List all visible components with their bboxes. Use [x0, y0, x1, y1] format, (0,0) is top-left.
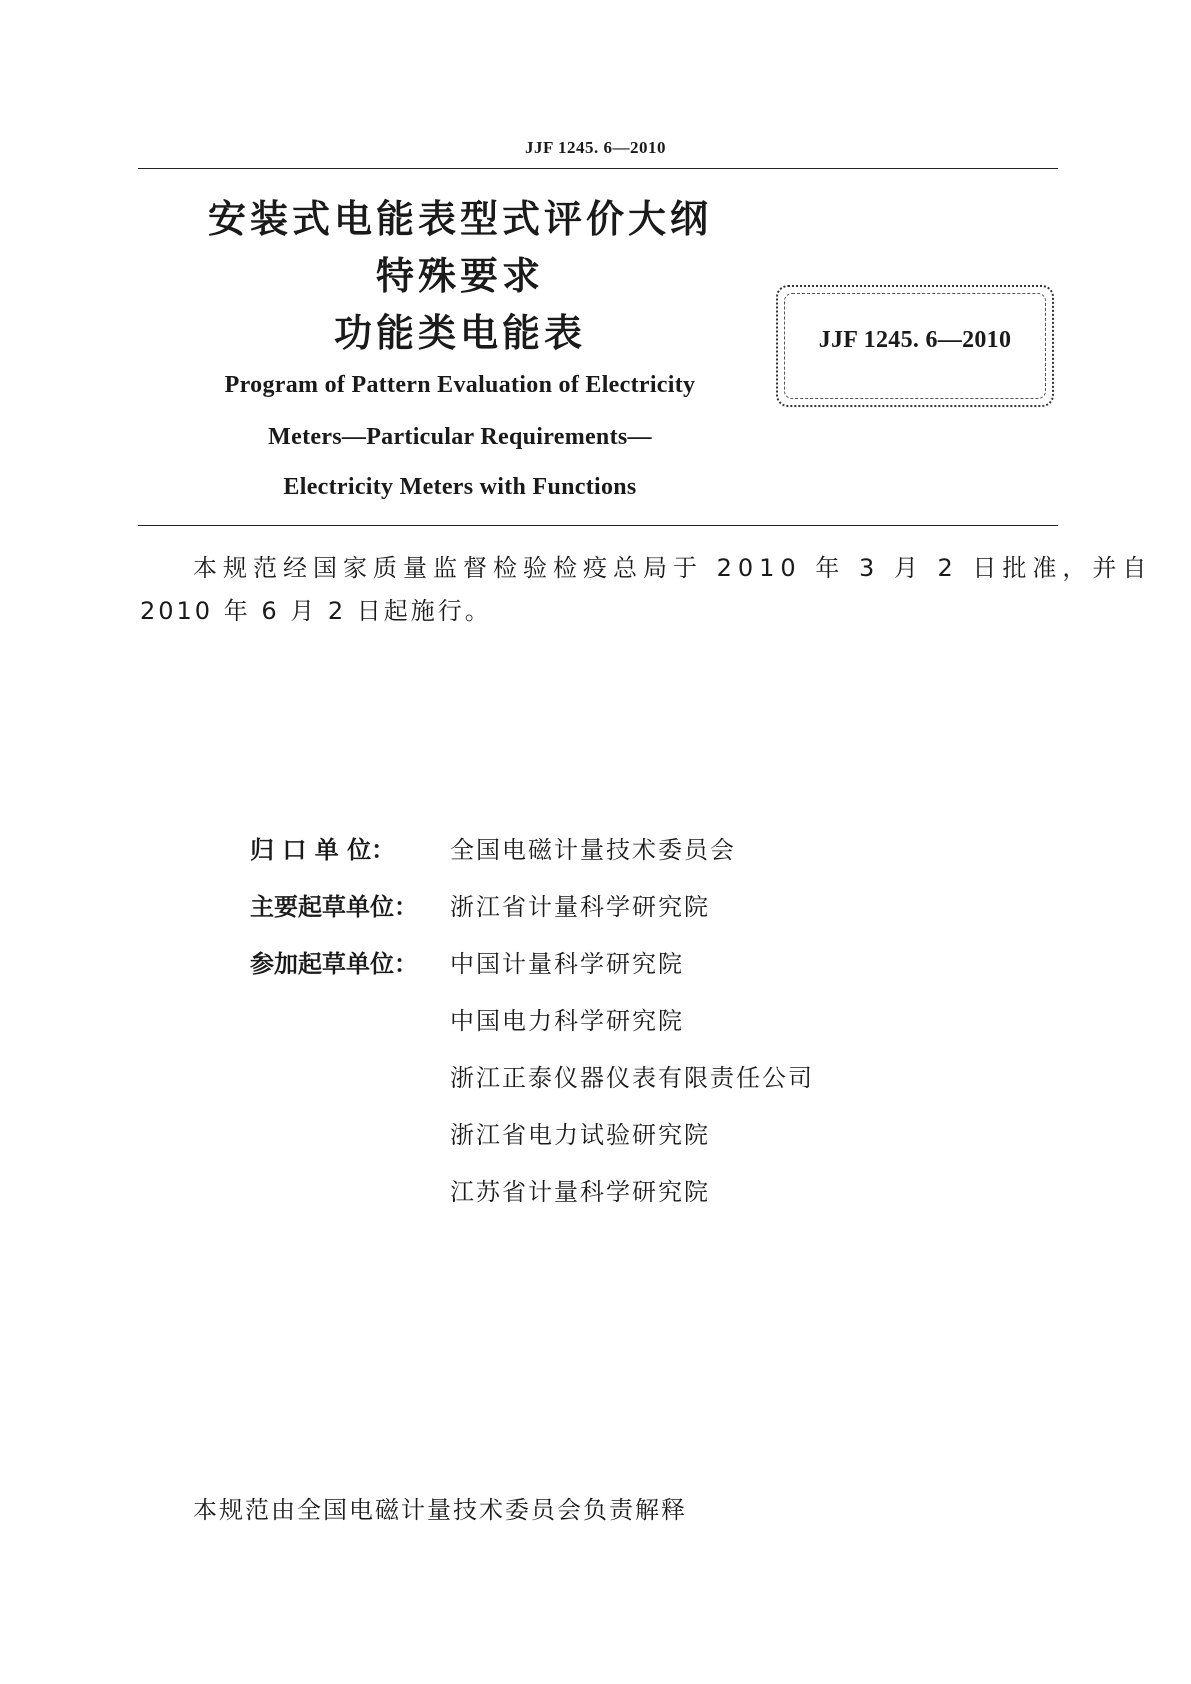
- title-en-line2: Meters—Particular Requirements—: [268, 424, 652, 450]
- participating-unit-label: 参加起草单位：: [250, 950, 418, 978]
- approval-line2: 2010 年 6 月 2 日起施行。: [140, 597, 492, 625]
- main-drafting-unit-label: 主要起草单位：: [250, 893, 418, 921]
- participating-unit-1: 中国计量科学研究院: [450, 950, 684, 978]
- responsible-unit-label: 归 口 单 位：: [250, 836, 396, 864]
- title-en-line1: Program of Pattern Evaluation of Electricity: [224, 372, 696, 398]
- title-en-line3: Electricity Meters with Functions: [283, 474, 637, 500]
- title-cn-line3: 功能类电能表: [333, 311, 586, 355]
- title-cn-line2: 特殊要求: [375, 254, 544, 298]
- title-bottom-rule: [138, 525, 1058, 526]
- header-rule: [138, 168, 1058, 169]
- responsible-unit-value: 全国电磁计量技术委员会: [450, 836, 736, 864]
- stamp-code: JJF 1245. 6—2010: [818, 327, 1012, 353]
- interpretation-note: 本规范由全国电磁计量技术委员会负责解释: [193, 1496, 687, 1524]
- participating-unit-2: 中国电力科学研究院: [450, 1007, 684, 1035]
- participating-unit-4: 浙江省电力试验研究院: [450, 1121, 710, 1149]
- participating-unit-3: 浙江正泰仪器仪表有限责任公司: [450, 1064, 814, 1092]
- participating-unit-5: 江苏省计量科学研究院: [450, 1178, 710, 1206]
- approval-line1: 本规范经国家质量监督检验检疫总局于 2010 年 3 月 2 日批准，并自: [193, 554, 1153, 582]
- header-standard-code: JJF 1245. 6—2010: [524, 138, 666, 157]
- main-drafting-unit-value: 浙江省计量科学研究院: [450, 893, 710, 921]
- standard-code-stamp: [776, 285, 1054, 407]
- title-cn-line1: 安装式电能表型式评价大纲: [207, 197, 712, 241]
